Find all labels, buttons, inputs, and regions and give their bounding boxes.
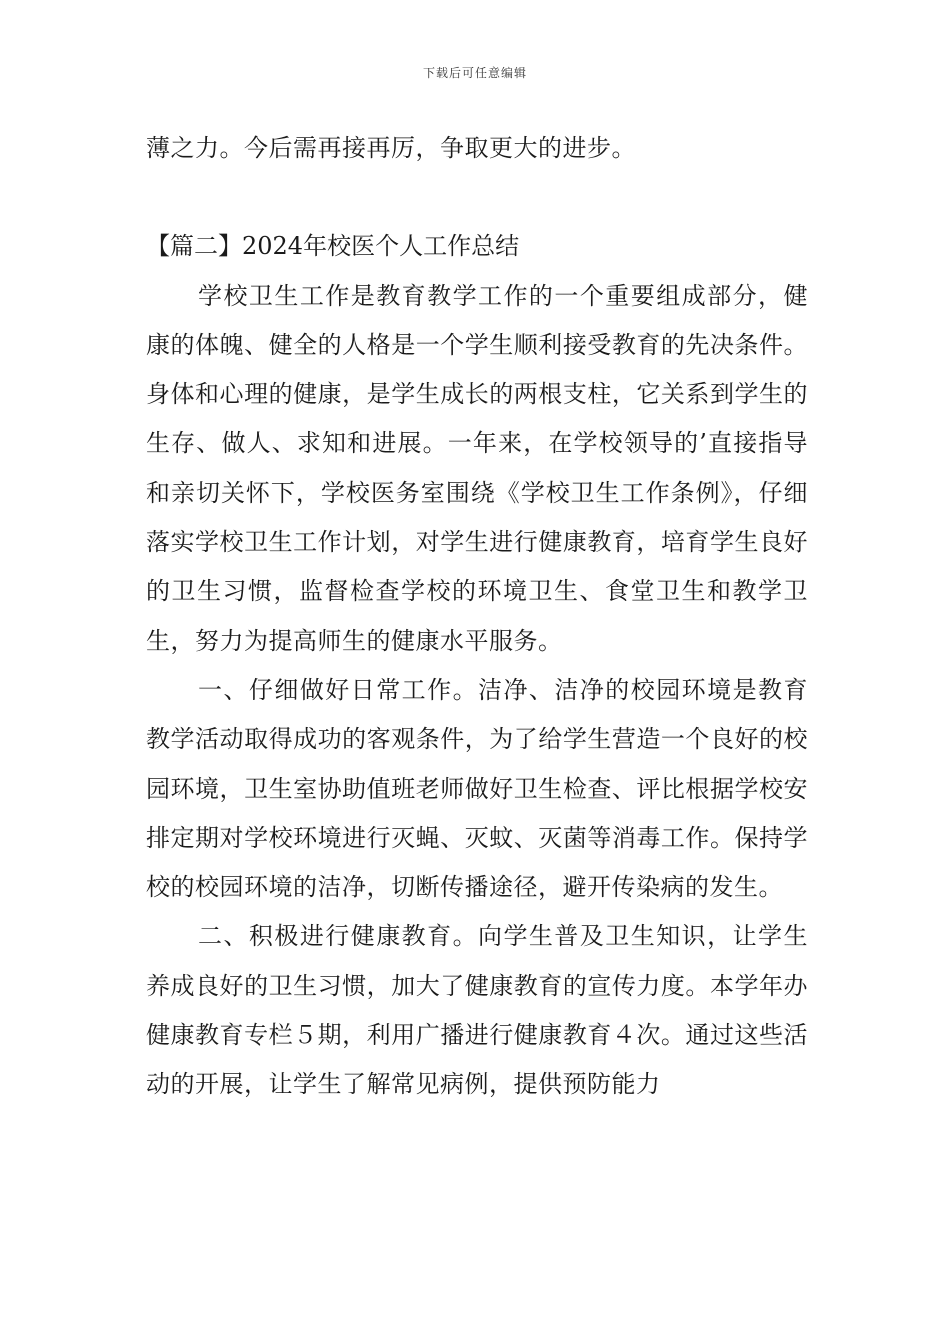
section-title: 【篇二】2024年校医个人工作总结 [146, 232, 520, 261]
paragraph-1: 学校卫生工作是教育教学工作的一个重要组成部分，健康的体魄、健全的人格是一个学生顺利接受教育的先决条件。身体和心理的健康，是学生成长的两根支柱，它关系到学生的生存、做人、求知和进展。一年来，在学校领导的’直接指导和亲切关怀下，学校医务室围绕《学校卫生工作条例》，仔细落实学校卫生工作计划，对学生进行健康教育，培育学生良好的卫生习惯，监督检查学校的环境卫生、食堂卫生和教学卫生，努力为提高师生的健康水平服务。 [146, 281, 808, 655]
paragraph-3: 二、积极进行健康教育。向学生普及卫生知识，让学生养成良好的卫生习惯，加大了健康教育的宣传力度。本学年办健康教育专栏５期，利用广播进行健康教育４次。通过这些活动的开展，让学生了解常见病例，提供预防能力 [146, 922, 808, 1099]
document-body [146, 124, 808, 1110]
intro-tail-paragraph: 薄之力。今后需再接再厉，争取更大的进步。 [146, 134, 636, 162]
paragraph-2: 一、仔细做好日常工作。洁净、洁净的校园环境是教育教学活动取得成功的客观条件，为了给学生营造一个良好的校园环境，卫生室协助值班老师做好卫生检查、评比根据学校安排定期对学校环境进行灭蝇、灭蚊、灭菌等消毒工作。保持学校的校园环境的洁净，切断传播途径，避开传染病的发生。 [146, 675, 808, 902]
header-note: 下载后可任意编辑 [422, 66, 527, 80]
